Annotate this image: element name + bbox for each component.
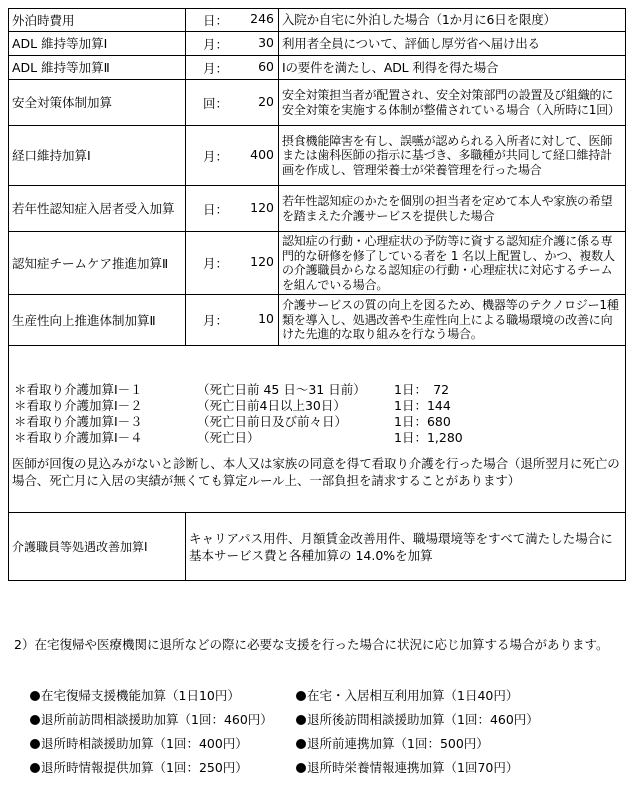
- mitori-period: （死亡日前 45 日～31 日前）: [197, 382, 366, 397]
- mitori-period: （死亡日前日及び前々日）: [197, 414, 348, 429]
- section-2-intro: 2）在宅復帰や医療機関に退所などの際に必要な支援を行った場合に状況に応じ加算する場合があります。: [14, 637, 609, 652]
- list-item-text: 退所時栄養情報連携加算（1回70円）: [307, 760, 519, 775]
- fee-name: 経口維持加算Ⅰ: [9, 126, 186, 186]
- fee-name: ADL 維持等加算Ⅰ: [9, 32, 186, 56]
- mitori-label: ＊看取り介護加算Ⅰ－３: [14, 414, 143, 429]
- list-item: [30, 736, 248, 752]
- mitori-item: [12, 382, 622, 398]
- table-row: [9, 126, 626, 186]
- fee-table: [8, 8, 626, 581]
- mitori-label: ＊看取り介護加算Ⅰ－２: [14, 398, 143, 413]
- fee-description: キャリアパス用件、月額賃金改善用件、職場環境等をすべて満たした場合に基本サービス費と各種加算の 14.0%を加算: [186, 513, 626, 581]
- list-item-text: 退所時情報提供加算（1回：250円）: [41, 760, 248, 775]
- list-item: [30, 688, 240, 704]
- bullet-icon: [296, 763, 306, 773]
- fee-description: Ⅰの要件を満たし、ADL 利得を得た場合: [279, 56, 626, 80]
- list-item-text: 退所前訪問相談援助加算（1回：460円）: [41, 712, 273, 727]
- bullet-icon: [296, 739, 306, 749]
- mitori-fee: 1日：144: [394, 398, 451, 413]
- fee-amount-cell: [186, 295, 279, 346]
- fee-name: 生産性向上推進体制加算Ⅱ: [9, 295, 186, 346]
- fee-amount-cell: [186, 126, 279, 186]
- table-row: [9, 80, 626, 126]
- list-item-text: 在宅復帰支援機能加算（1日10円）: [41, 688, 240, 703]
- list-item: [296, 736, 489, 752]
- list-item-text: 退所時相談援助加算（1回：400円）: [41, 736, 248, 751]
- fee-amount: 400: [250, 146, 274, 162]
- table-row: [9, 9, 626, 32]
- fee-amount: 10: [258, 311, 274, 326]
- fee-amount: 120: [250, 254, 274, 269]
- fee-amount-cell: [186, 232, 279, 295]
- fee-amount: 30: [258, 34, 274, 50]
- fee-amount-cell: [186, 186, 279, 232]
- bullet-icon: [296, 715, 306, 725]
- mitori-period: （死亡日前4日以上30日）: [197, 398, 346, 413]
- fee-unit: 日：: [203, 13, 229, 28]
- fee-description: 介護サービスの質の向上を図るため、機器等のテクノロジー1種類を導入し、処遇改善や生産性向上による職場環境の改善に向けた先進的な取り組みを行なう場合。: [279, 295, 626, 346]
- list-item: [296, 712, 539, 728]
- fee-unit: 月：: [203, 60, 229, 76]
- table-row: [9, 32, 626, 56]
- table-row: [9, 513, 626, 581]
- list-item: [296, 688, 518, 704]
- fee-unit: 月：: [203, 313, 229, 328]
- list-item-text: 在宅・入居相互利用加算（1日40円）: [307, 688, 519, 703]
- fee-unit: 回：: [203, 95, 229, 111]
- list-item-text: 退所後訪問相談援助加算（1回：460円）: [307, 712, 539, 727]
- mitori-item: [12, 414, 622, 430]
- section-2: [8, 636, 626, 653]
- mitori-label: ＊看取り介護加算Ⅰ－１: [14, 382, 143, 397]
- bullet-icon: [30, 691, 40, 701]
- fee-amount: 60: [258, 58, 274, 74]
- fee-description: 認知症の行動・心理症状の予防等に資する認知症介護に係る専門的な研修を修了している者を 1 名以上配置し、かつ、複数人の介護職員からなる認知症の行動・心理症状に対応するチームを組んでいる場合。: [279, 232, 626, 295]
- fee-description: 入院か自宅に外泊した場合（1か月に6日を限度）: [279, 9, 626, 32]
- table-row: [9, 56, 626, 80]
- fee-unit: 月：: [203, 148, 229, 164]
- bullet-icon: [30, 715, 40, 725]
- table-row: [9, 186, 626, 232]
- fee-amount: 20: [258, 93, 274, 109]
- mitori-fee: 1日： 72: [394, 382, 450, 397]
- fee-name: 介護職員等処遇改善加算Ⅰ: [9, 513, 186, 581]
- mitori-fee: 1日：1,280: [394, 430, 463, 445]
- bullet-icon: [296, 691, 306, 701]
- mitori-item: [12, 398, 622, 414]
- fee-unit: 月：: [203, 36, 229, 52]
- mitori-label: ＊看取り介護加算Ⅰ－４: [14, 430, 143, 445]
- fee-amount-cell: [186, 80, 279, 126]
- fee-unit: 月：: [203, 256, 229, 271]
- list-item: [30, 712, 273, 728]
- fee-name: ADL 維持等加算Ⅱ: [9, 56, 186, 80]
- fee-name: 若年性認知症入居者受入加算: [9, 186, 186, 232]
- bullet-icon: [30, 763, 40, 773]
- fee-amount-cell: [186, 9, 279, 32]
- mitori-block: [9, 346, 626, 513]
- fee-description: 利用者全員について、評価し厚労省へ届け出る: [279, 32, 626, 56]
- fee-description: 若年性認知症のかたを個別の担当者を定めて本人や家族の希望を踏まえた介護サービスを提供した場合: [279, 186, 626, 232]
- mitori-note: 医師が回復の見込みがないと診断し、本人又は家族の同意を得て看取り介護を行った場合（退所翌月に死亡の場合、死亡月に入居の実績が無くても算定ルール上、一部負担を請求することがあります）: [12, 456, 620, 488]
- fee-amount-cell: [186, 56, 279, 80]
- fee-description: 安全対策担当者が配置され、安全対策部門の設置及び組織的に安全対策を実施する体制が整備されている場合（入所時に1回）: [279, 80, 626, 126]
- mitori-row: [9, 346, 626, 513]
- fee-description: 摂食機能障害を有し、誤嚥が認められる入所者に対して、医師または歯科医師の指示に基づき、多職種が共同して経口維持計画を作成し、管理栄養士が栄養管理を行った場合: [279, 126, 626, 186]
- list-item-text: 退所前連携加算（1回：500円）: [307, 736, 489, 751]
- list-item: [30, 760, 248, 776]
- table-row: [9, 232, 626, 295]
- fee-name: 安全対策体制加算: [9, 80, 186, 126]
- mitori-item: [12, 430, 622, 446]
- fee-name: 認知症チームケア推進加算Ⅱ: [9, 232, 186, 295]
- mitori-fee: 1日：680: [394, 414, 451, 429]
- bullet-icon: [30, 739, 40, 749]
- fee-amount: 120: [250, 199, 274, 215]
- fee-amount: 246: [250, 11, 274, 26]
- table-row: [9, 295, 626, 346]
- fee-unit: 日：: [203, 201, 229, 217]
- mitori-period: （死亡日）: [197, 430, 260, 445]
- fee-amount-cell: [186, 32, 279, 56]
- list-item: [296, 760, 518, 776]
- fee-name: 外泊時費用: [9, 9, 186, 32]
